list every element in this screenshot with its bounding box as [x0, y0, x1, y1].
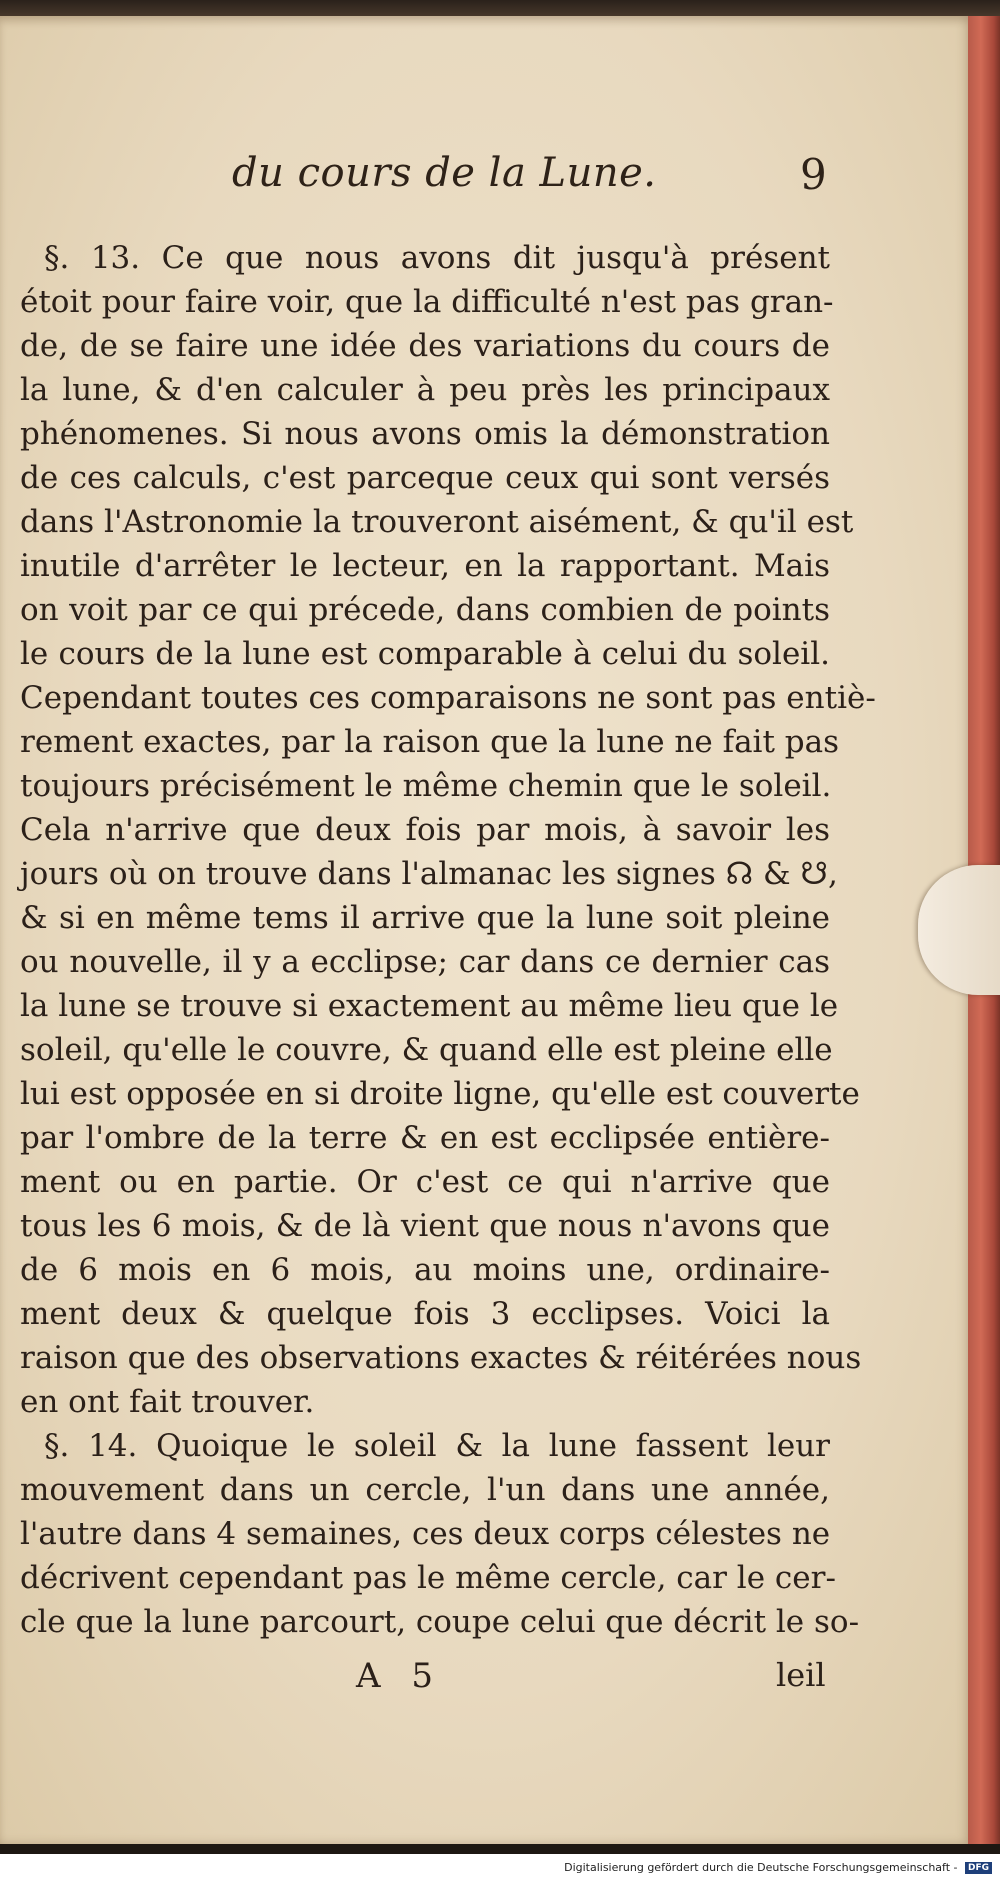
- catchword: leil: [776, 1656, 826, 1694]
- text-line: toujours précisément le même chemin que le soleil.: [20, 768, 832, 804]
- text-line: §. 13. Ce que nous avons dit jusqu'à présent: [44, 240, 830, 276]
- text-line: §. 14. Quoique le soleil & la lune fassent leur: [44, 1428, 830, 1464]
- text-line: de 6 mois en 6 mois, au moins une, ordinaire-: [20, 1252, 830, 1288]
- page-header: [0, 150, 972, 210]
- text-line: étoit pour faire voir, que la difficulté n'est pas gran-: [20, 284, 834, 320]
- text-line: dans l'Astronomie la trouveront aisément, & qu'il est: [20, 504, 854, 540]
- text-line: en ont fait trouver.: [20, 1384, 315, 1420]
- text-line: décrivent cependant pas le même cercle, car le cer-: [20, 1560, 836, 1596]
- text-line: mouvement dans un cercle, l'un dans une année,: [20, 1472, 830, 1508]
- text-line: inutile d'arrêter le lecteur, en la rapportant. Mais: [20, 548, 830, 584]
- text-line: lui est opposée en si droite ligne, qu'elle est couverte: [20, 1076, 860, 1112]
- text-line: la lune, & d'en calculer à peu près les principaux: [20, 372, 830, 408]
- text-line: jours où on trouve dans l'almanac les signes ☊ & ☋,: [20, 856, 838, 892]
- text-line: par l'ombre de la terre & en est ecclipsée entière-: [20, 1120, 830, 1156]
- text-line: Cependant toutes ces comparaisons ne sont pas entiè-: [20, 680, 876, 716]
- text-line: phénomenes. Si nous avons omis la démonstration: [20, 416, 830, 452]
- text-line: tous les 6 mois, & de là vient que nous n'avons que: [20, 1208, 830, 1244]
- text-line: soleil, qu'elle le couvre, & quand elle est pleine elle: [20, 1032, 833, 1068]
- text-line: & si en même tems il arrive que la lune soit pleine: [20, 900, 830, 936]
- book-bottom-edge: [0, 1844, 1000, 1854]
- text-line: rement exactes, par la raison que la lune ne fait pas: [20, 724, 840, 760]
- text-line: ou nouvelle, il y a ecclipse; car dans ce dernier cas: [20, 944, 830, 980]
- credit-text: Digitalisierung gefördert durch die Deutsche Forschungsgemeinschaft -: [564, 1861, 958, 1874]
- text-line: l'autre dans 4 semaines, ces deux corps célestes ne: [20, 1516, 831, 1552]
- page-number: 9: [800, 150, 827, 199]
- dfg-logo: DFG: [965, 1862, 992, 1874]
- digitization-credit: [564, 1861, 992, 1874]
- text-line: raison que des observations exactes & réitérées nous: [20, 1340, 862, 1376]
- body-text: [20, 236, 876, 1644]
- text-line: le cours de la lune est comparable à celui du soleil.: [20, 636, 830, 672]
- text-line: cle que la lune parcourt, coupe celui que décrit le so-: [20, 1604, 860, 1640]
- text-line: on voit par ce qui précede, dans combien de points: [20, 592, 830, 628]
- page-footer: [20, 1656, 830, 1706]
- text-line: ment deux & quelque fois 3 ecclipses. Voici la: [20, 1296, 830, 1332]
- text-line: la lune se trouve si exactement au même lieu que le: [20, 988, 839, 1024]
- text-line: de, de se faire une idée des variations du cours de: [20, 328, 830, 364]
- text-line: ment ou en partie. Or c'est ce qui n'arrive que: [20, 1164, 830, 1200]
- running-title: du cours de la Lune.: [232, 150, 657, 196]
- text-line: de ces calculs, c'est parceque ceux qui sont versés: [20, 460, 830, 496]
- signature-mark: A 5: [356, 1656, 443, 1696]
- text-line: Cela n'arrive que deux fois par mois, à savoir les: [20, 812, 830, 848]
